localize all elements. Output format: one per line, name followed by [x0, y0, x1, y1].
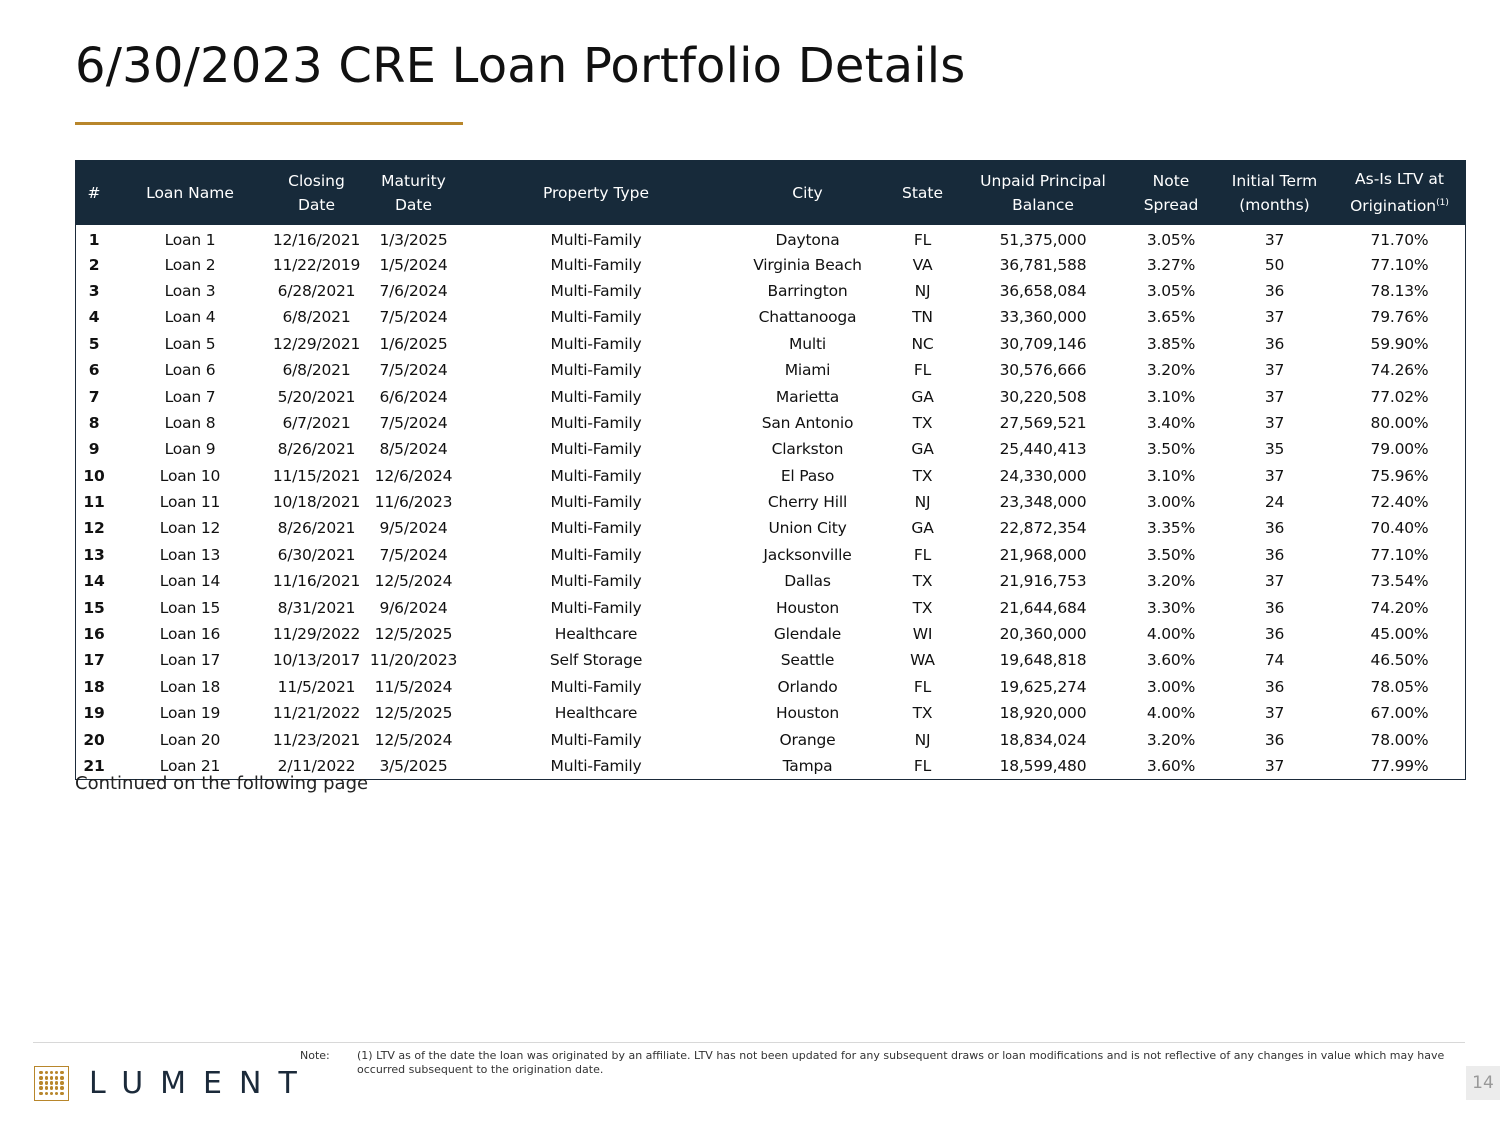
- cell-ltv: 79.76%: [1370, 308, 1429, 327]
- cell-note-spread: 3.50%: [1146, 440, 1196, 459]
- cell-ltv: 78.13%: [1370, 281, 1429, 300]
- cell-num: 19: [83, 704, 105, 723]
- cell-ltv: 80.00%: [1370, 413, 1429, 432]
- cell-num: 9: [88, 440, 100, 459]
- cell-initial-term: 37: [1264, 466, 1285, 485]
- cell-maturity-date: 1/3/2025: [379, 231, 448, 250]
- cell-state: WA: [910, 651, 935, 670]
- cell-unpaid-principal-balance: 25,440,413: [999, 440, 1087, 459]
- header-property-type: Property Type: [542, 183, 650, 202]
- cell-loan-name: Loan 18: [159, 677, 221, 696]
- cell-unpaid-principal-balance: 20,360,000: [999, 625, 1087, 644]
- cell-state: TX: [912, 466, 933, 485]
- cell-loan-name: Loan 14: [159, 572, 221, 591]
- header-ltv: As-Is LTV at Origination$^{(1)}$: [1350, 170, 1449, 215]
- header-initial-term: Initial Term (months): [1231, 171, 1318, 214]
- cell-state: TX: [912, 572, 933, 591]
- cell-maturity-date: 12/5/2025: [374, 704, 453, 723]
- cell-unpaid-principal-balance: 36,658,084: [999, 281, 1087, 300]
- title-underline: [75, 122, 463, 125]
- cell-loan-name: Loan 6: [164, 361, 216, 380]
- header-unpaid-principal-balance: Unpaid Principal Balance: [980, 171, 1106, 214]
- cell-property-type: Multi-Family: [550, 308, 642, 327]
- cell-property-type: Multi-Family: [550, 519, 642, 538]
- cell-city: Tampa: [782, 757, 833, 775]
- cell-property-type: Multi-Family: [550, 361, 642, 380]
- cell-ltv: 78.00%: [1370, 730, 1429, 749]
- table-row: [76, 647, 1466, 673]
- cell-loan-name: Loan 2: [164, 255, 216, 274]
- cell-unpaid-principal-balance: 27,569,521: [999, 413, 1087, 432]
- cell-ltv: 74.26%: [1370, 361, 1429, 380]
- cell-city: Marietta: [775, 387, 840, 406]
- cell-city: Orange: [779, 730, 836, 749]
- cell-num: 20: [83, 730, 105, 749]
- cell-num: 17: [83, 651, 105, 670]
- cell-closing-date: 8/26/2021: [277, 440, 356, 459]
- table-row: [76, 463, 1466, 489]
- cell-num: 1: [88, 231, 100, 250]
- cell-city: Multi: [789, 334, 826, 353]
- continued-note: Continued on the following page: [75, 773, 369, 794]
- header-state: State: [901, 183, 944, 202]
- cell-unpaid-principal-balance: 24,330,000: [999, 466, 1087, 485]
- cell-note-spread: 3.27%: [1146, 255, 1196, 274]
- cell-maturity-date: 11/5/2024: [374, 677, 453, 696]
- cell-num: 13: [83, 545, 105, 564]
- cell-unpaid-principal-balance: 30,709,146: [999, 334, 1087, 353]
- cell-unpaid-principal-balance: 19,648,818: [999, 651, 1087, 670]
- cell-closing-date: 12/29/2021: [272, 334, 361, 353]
- cell-maturity-date: 1/6/2025: [379, 334, 448, 353]
- cell-initial-term: 37: [1264, 757, 1285, 775]
- cell-state: NJ: [914, 281, 931, 300]
- table-row: [76, 331, 1466, 357]
- cell-closing-date: 8/26/2021: [277, 519, 356, 538]
- cell-maturity-date: 8/5/2024: [379, 440, 448, 459]
- cell-note-spread: 3.20%: [1146, 730, 1196, 749]
- cell-initial-term: 37: [1264, 387, 1285, 406]
- loan-table-body: [76, 225, 1466, 779]
- cell-maturity-date: 11/6/2023: [374, 493, 453, 512]
- cell-unpaid-principal-balance: 21,916,753: [999, 572, 1087, 591]
- cell-initial-term: 37: [1264, 413, 1285, 432]
- cell-note-spread: 3.40%: [1146, 413, 1196, 432]
- table-row: [76, 278, 1466, 304]
- table-row: [76, 225, 1466, 251]
- cell-property-type: Multi-Family: [550, 677, 642, 696]
- cell-loan-name: Loan 7: [164, 387, 216, 406]
- cell-num: 5: [88, 334, 100, 353]
- cell-state: NJ: [914, 493, 931, 512]
- cell-ltv: 77.10%: [1370, 545, 1429, 564]
- cell-closing-date: 10/13/2017: [272, 651, 361, 670]
- cell-city: Orlando: [777, 677, 838, 696]
- header-city: City: [792, 183, 823, 202]
- cell-num: 4: [88, 308, 100, 327]
- cell-state: NJ: [914, 730, 931, 749]
- cell-note-spread: 3.30%: [1146, 598, 1196, 617]
- cell-maturity-date: 7/5/2024: [379, 361, 448, 380]
- cell-loan-name: Loan 11: [159, 493, 221, 512]
- cell-num: 18: [83, 677, 105, 696]
- cell-ltv: 71.70%: [1370, 231, 1429, 250]
- note-label: Note:: [300, 1049, 330, 1062]
- cell-state: FL: [913, 361, 932, 380]
- cell-property-type: Multi-Family: [550, 598, 642, 617]
- cell-num: 21: [83, 757, 105, 775]
- cell-initial-term: 50: [1264, 255, 1285, 274]
- cell-maturity-date: 7/6/2024: [379, 281, 448, 300]
- cell-property-type: Multi-Family: [550, 572, 642, 591]
- cell-initial-term: 37: [1264, 361, 1285, 380]
- cell-unpaid-principal-balance: 30,576,666: [999, 361, 1087, 380]
- table-row: [76, 568, 1466, 594]
- cell-unpaid-principal-balance: 23,348,000: [999, 493, 1087, 512]
- logo-wordmark: LUMENT: [89, 1065, 314, 1101]
- cell-property-type: Multi-Family: [550, 493, 642, 512]
- cell-city: Jacksonville: [763, 545, 852, 564]
- cell-initial-term: 74: [1264, 651, 1285, 670]
- cell-maturity-date: 11/20/2023: [369, 651, 458, 670]
- cell-property-type: Self Storage: [549, 651, 643, 670]
- cell-num: 2: [88, 255, 100, 274]
- cell-state: FL: [913, 231, 932, 250]
- cell-maturity-date: 9/5/2024: [379, 519, 448, 538]
- cell-closing-date: 10/18/2021: [272, 493, 361, 512]
- cell-num: 8: [88, 413, 100, 432]
- table-row: [76, 674, 1466, 700]
- table-row: [76, 542, 1466, 568]
- cell-loan-name: Loan 16: [159, 625, 221, 644]
- cell-property-type: Healthcare: [554, 625, 638, 644]
- cell-closing-date: 11/23/2021: [272, 730, 361, 749]
- cell-loan-name: Loan 21: [159, 757, 221, 775]
- cell-loan-name: Loan 9: [164, 440, 216, 459]
- table-row: [76, 726, 1466, 752]
- table-row: [76, 621, 1466, 647]
- cell-state: FL: [913, 757, 932, 775]
- cell-note-spread: 3.20%: [1146, 361, 1196, 380]
- footer-divider: [33, 1042, 1465, 1043]
- cell-initial-term: 36: [1264, 598, 1285, 617]
- cell-property-type: Multi-Family: [550, 466, 642, 485]
- cell-loan-name: Loan 10: [159, 466, 221, 485]
- cell-closing-date: 11/21/2022: [272, 704, 361, 723]
- cell-state: FL: [913, 677, 932, 696]
- cell-city: Union City: [768, 519, 847, 538]
- cell-state: WI: [912, 625, 933, 644]
- cell-unpaid-principal-balance: 22,872,354: [999, 519, 1087, 538]
- cell-ltv: 77.02%: [1370, 387, 1429, 406]
- cell-maturity-date: 7/5/2024: [379, 413, 448, 432]
- cell-state: GA: [911, 519, 934, 538]
- cell-num: 11: [83, 493, 105, 512]
- cell-loan-name: Loan 19: [159, 704, 221, 723]
- cell-loan-name: Loan 12: [159, 519, 221, 538]
- cell-initial-term: 36: [1264, 730, 1285, 749]
- cell-property-type: Multi-Family: [550, 545, 642, 564]
- cell-loan-name: Loan 8: [164, 413, 216, 432]
- cell-initial-term: 37: [1264, 308, 1285, 327]
- cell-initial-term: 36: [1264, 625, 1285, 644]
- loan-table-container: [75, 160, 1466, 780]
- cell-property-type: Multi-Family: [550, 413, 642, 432]
- cell-city: Seattle: [780, 651, 835, 670]
- cell-unpaid-principal-balance: 33,360,000: [999, 308, 1087, 327]
- cell-initial-term: 36: [1264, 519, 1285, 538]
- header-maturity-date: Maturity Date: [381, 171, 446, 214]
- header-loan-name: Loan Name: [146, 183, 234, 202]
- page-number: 14: [1466, 1066, 1500, 1100]
- cell-maturity-date: 3/5/2025: [379, 757, 448, 775]
- cell-closing-date: 11/16/2021: [272, 572, 361, 591]
- cell-ltv: 70.40%: [1370, 519, 1429, 538]
- cell-note-spread: 3.10%: [1146, 387, 1196, 406]
- cell-city: Virginia Beach: [753, 255, 862, 274]
- table-row: [76, 383, 1466, 409]
- cell-ltv: 73.54%: [1370, 572, 1429, 591]
- cell-note-spread: 4.00%: [1146, 625, 1196, 644]
- cell-closing-date: 6/8/2021: [282, 308, 351, 327]
- cell-loan-name: Loan 20: [159, 730, 221, 749]
- cell-state: TX: [912, 598, 933, 617]
- cell-initial-term: 24: [1264, 493, 1285, 512]
- cell-num: 10: [83, 466, 105, 485]
- table-row: [76, 700, 1466, 726]
- cell-property-type: Multi-Family: [550, 281, 642, 300]
- cell-property-type: Healthcare: [554, 704, 638, 723]
- cell-note-spread: 3.85%: [1146, 334, 1196, 353]
- cell-city: El Paso: [780, 466, 835, 485]
- cell-city: Cherry Hill: [767, 493, 848, 512]
- cell-ltv: 72.40%: [1370, 493, 1429, 512]
- cell-city: Clarkston: [771, 440, 844, 459]
- cell-property-type: Multi-Family: [550, 387, 642, 406]
- cell-state: TX: [912, 704, 933, 723]
- cell-state: TX: [912, 413, 933, 432]
- cell-loan-name: Loan 17: [159, 651, 221, 670]
- cell-closing-date: 2/11/2022: [277, 757, 356, 775]
- cell-unpaid-principal-balance: 30,220,508: [999, 387, 1087, 406]
- cell-maturity-date: 7/5/2024: [379, 545, 448, 564]
- cell-property-type: Multi-Family: [550, 730, 642, 749]
- cell-maturity-date: 1/5/2024: [379, 255, 448, 274]
- cell-initial-term: 36: [1264, 281, 1285, 300]
- cell-note-spread: 3.65%: [1146, 308, 1196, 327]
- cell-ltv: 77.99%: [1370, 757, 1429, 775]
- cell-maturity-date: 12/6/2024: [374, 466, 453, 485]
- cell-closing-date: 5/20/2021: [277, 387, 356, 406]
- cell-note-spread: 3.10%: [1146, 466, 1196, 485]
- page-title: 6/30/2023 CRE Loan Portfolio Details: [75, 38, 966, 94]
- cell-ltv: 46.50%: [1370, 651, 1429, 670]
- cell-closing-date: 11/5/2021: [277, 677, 356, 696]
- cell-closing-date: 6/8/2021: [282, 361, 351, 380]
- table-row: [76, 304, 1466, 330]
- cell-maturity-date: 12/5/2024: [374, 572, 453, 591]
- table-header-row: [76, 160, 1466, 225]
- cell-loan-name: Loan 3: [164, 281, 216, 300]
- cell-loan-name: Loan 1: [164, 231, 216, 250]
- cell-note-spread: 3.05%: [1146, 231, 1196, 250]
- cell-closing-date: 6/30/2021: [277, 545, 356, 564]
- cell-city: Miami: [784, 361, 831, 380]
- cell-unpaid-principal-balance: 21,644,684: [999, 598, 1087, 617]
- cell-note-spread: 3.00%: [1146, 493, 1196, 512]
- cell-state: TN: [912, 308, 933, 327]
- lument-dot-grid-icon: [34, 1066, 69, 1101]
- cell-note-spread: 3.35%: [1146, 519, 1196, 538]
- cell-note-spread: 3.60%: [1146, 651, 1196, 670]
- cell-city: Barrington: [767, 281, 848, 300]
- cell-ltv: 75.96%: [1370, 466, 1429, 485]
- cell-num: 7: [88, 387, 100, 406]
- cell-city: Houston: [775, 598, 840, 617]
- cell-property-type: Multi-Family: [550, 757, 642, 775]
- cell-property-type: Multi-Family: [550, 334, 642, 353]
- cell-ltv: 79.00%: [1370, 440, 1429, 459]
- cell-note-spread: 3.20%: [1146, 572, 1196, 591]
- cell-unpaid-principal-balance: 19,625,274: [999, 677, 1087, 696]
- cell-note-spread: 3.50%: [1146, 545, 1196, 564]
- cell-unpaid-principal-balance: 21,968,000: [999, 545, 1087, 564]
- cell-initial-term: 37: [1264, 231, 1285, 250]
- header-num: #: [87, 183, 101, 202]
- cell-unpaid-principal-balance: 36,781,588: [999, 255, 1087, 274]
- cell-maturity-date: 6/6/2024: [379, 387, 448, 406]
- cell-unpaid-principal-balance: 18,920,000: [999, 704, 1087, 723]
- cell-city: Houston: [775, 704, 840, 723]
- cell-closing-date: 11/22/2019: [272, 255, 361, 274]
- cell-num: 15: [83, 598, 105, 617]
- table-row: [76, 436, 1466, 462]
- cell-ltv: 45.00%: [1370, 625, 1429, 644]
- cell-loan-name: Loan 13: [159, 545, 221, 564]
- cell-ltv: 74.20%: [1370, 598, 1429, 617]
- note-text: (1) LTV as of the date the loan was originated by an affiliate. LTV has not been updated for any subsequent draws or loan modifications and is not reflective of any changes in value which may have occurred subsequent to the origination date.: [357, 1049, 1445, 1076]
- cell-closing-date: 11/29/2022: [272, 625, 361, 644]
- cell-city: Daytona: [775, 231, 840, 250]
- table-row: [76, 489, 1466, 515]
- cell-note-spread: 3.60%: [1146, 757, 1196, 775]
- cell-loan-name: Loan 4: [164, 308, 216, 327]
- cell-property-type: Multi-Family: [550, 440, 642, 459]
- cell-initial-term: 35: [1264, 440, 1285, 459]
- cell-city: Glendale: [773, 625, 842, 644]
- cell-ltv: 77.10%: [1370, 255, 1429, 274]
- cell-unpaid-principal-balance: 51,375,000: [999, 231, 1087, 250]
- cell-maturity-date: 12/5/2024: [374, 730, 453, 749]
- cell-city: Dallas: [784, 572, 831, 591]
- cell-state: GA: [911, 440, 934, 459]
- cell-closing-date: 8/31/2021: [277, 598, 356, 617]
- cell-closing-date: 11/15/2021: [272, 466, 361, 485]
- cell-maturity-date: 12/5/2025: [374, 625, 453, 644]
- cell-property-type: Multi-Family: [550, 231, 642, 250]
- cell-initial-term: 36: [1264, 334, 1285, 353]
- cell-state: NC: [911, 334, 934, 353]
- cell-closing-date: 6/7/2021: [282, 413, 351, 432]
- cell-unpaid-principal-balance: 18,599,480: [999, 757, 1087, 775]
- cell-closing-date: 6/28/2021: [277, 281, 356, 300]
- cell-note-spread: 3.00%: [1146, 677, 1196, 696]
- cell-city: Chattanooga: [758, 308, 857, 327]
- table-row: [76, 357, 1466, 383]
- lument-logo: [34, 1065, 314, 1101]
- cell-loan-name: Loan 5: [164, 334, 216, 353]
- table-row: [76, 515, 1466, 541]
- header-note-spread: Note Spread: [1143, 171, 1199, 214]
- cell-ltv: 78.05%: [1370, 677, 1429, 696]
- cell-state: FL: [913, 545, 932, 564]
- cell-num: 14: [83, 572, 105, 591]
- cell-closing-date: 12/16/2021: [272, 231, 361, 250]
- cell-note-spread: 4.00%: [1146, 704, 1196, 723]
- cell-property-type: Multi-Family: [550, 255, 642, 274]
- loan-portfolio-table: [76, 160, 1466, 779]
- table-row: [76, 251, 1466, 277]
- cell-state: VA: [912, 255, 933, 274]
- cell-loan-name: Loan 15: [159, 598, 221, 617]
- cell-ltv: 67.00%: [1370, 704, 1429, 723]
- cell-num: 6: [88, 361, 100, 380]
- cell-maturity-date: 7/5/2024: [379, 308, 448, 327]
- cell-maturity-date: 9/6/2024: [379, 598, 448, 617]
- cell-initial-term: 37: [1264, 704, 1285, 723]
- cell-initial-term: 36: [1264, 677, 1285, 696]
- cell-ltv: 59.90%: [1370, 334, 1429, 353]
- cell-num: 16: [83, 625, 105, 644]
- cell-city: San Antonio: [761, 413, 854, 432]
- cell-num: 3: [88, 281, 100, 300]
- table-row: [76, 410, 1466, 436]
- cell-initial-term: 36: [1264, 545, 1285, 564]
- cell-unpaid-principal-balance: 18,834,024: [999, 730, 1087, 749]
- cell-state: GA: [911, 387, 934, 406]
- header-closing-date: Closing Date: [288, 171, 345, 214]
- cell-note-spread: 3.05%: [1146, 281, 1196, 300]
- table-row: [76, 594, 1466, 620]
- cell-initial-term: 37: [1264, 572, 1285, 591]
- cell-num: 12: [83, 519, 105, 538]
